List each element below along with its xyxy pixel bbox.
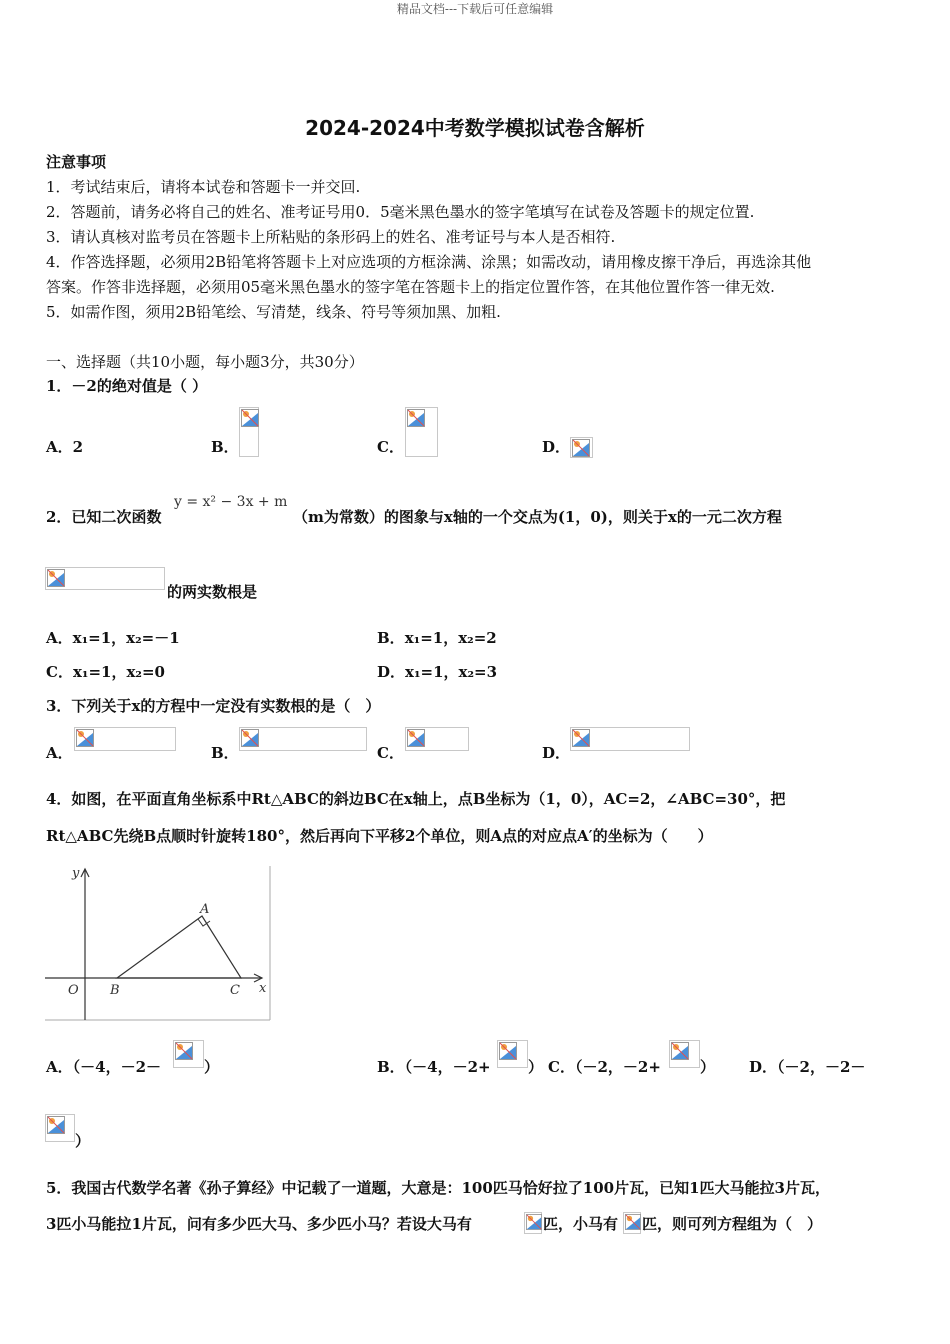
broken-image [74, 727, 176, 751]
page-title: 2024-2024中考数学模拟试卷含解析 [305, 116, 645, 140]
label-a: A [200, 902, 210, 917]
q4-option-a: A．（－4，－2－ [46, 1058, 162, 1076]
q5-line1: 5．我国古代数学名著《孙子算经》中记载了一道题，大意是：100匹马恰好拉了100片瓦，已知1匹大马能拉3片瓦， [46, 1179, 830, 1197]
broken-image-icon [671, 1042, 689, 1060]
q5-line2-c: 匹，则可列方程组为（ ） [642, 1215, 823, 1233]
q2-stem-post: （m为常数）的图象与x轴的一个交点为(1，0)，则关于x的一元二次方程 [293, 508, 782, 526]
broken-image-icon [407, 409, 425, 427]
broken-image-icon [241, 409, 259, 427]
broken-image-icon [76, 729, 94, 747]
q3-option-b: B． [211, 744, 239, 762]
broken-image-icon [47, 569, 65, 587]
broken-image-icon [526, 1214, 542, 1230]
broken-image [405, 407, 438, 457]
broken-image-icon [241, 729, 259, 747]
label-x: x [259, 981, 267, 996]
q4-option-a-end: ） [204, 1058, 220, 1076]
broken-image [497, 1040, 528, 1068]
broken-image-icon [572, 729, 590, 747]
label-y: y [72, 866, 80, 881]
broken-image [623, 1212, 641, 1234]
broken-image-icon [407, 729, 425, 747]
q4-line1: 4．如图，在平面直角坐标系中Rt△ABC的斜边BC在x轴上，点B坐标为（1，0），AC=2，∠ABC=30°，把 [46, 790, 786, 808]
notice-item: 答案。作答非选择题，必须用05毫米黑色墨水的签字笔在答题卡上的指定位置作答，在其他位置作答一律无效. [46, 278, 775, 296]
notice-item: 1．考试结束后，请将本试卷和答题卡一并交回. [46, 178, 361, 196]
broken-image-icon [625, 1214, 641, 1230]
q2-option-d: D．x₁=1，x₂=3 [377, 663, 498, 681]
broken-image [239, 407, 259, 457]
q1-stem: 1．－2的绝对值是（ ） [46, 377, 208, 395]
label-b: B [110, 983, 120, 998]
notice-item: 3．请认真核对监考员在答题卡上所粘贴的条形码上的姓名、准考证号与本人是否相符. [46, 228, 616, 246]
broken-image [669, 1040, 700, 1068]
q4-option-b: B．（－4，－2+ [377, 1058, 491, 1076]
q5-line2-b: 匹，小马有 [543, 1215, 619, 1233]
triangle-abc [117, 916, 241, 978]
q3-option-a: A． [46, 744, 73, 762]
q2-formula: y = x² − 3x + m [174, 494, 288, 510]
q2-line2: 的两实数根是 [167, 583, 258, 601]
broken-image [570, 727, 690, 751]
q5-line2-a: 3匹小马能拉1片瓦，问有多少匹大马、多少匹小马？若设大马有 [46, 1215, 472, 1233]
notice-item: 5．如需作图，须用2B铅笔绘、写清楚，线条、符号等须加黑、加粗. [46, 303, 501, 321]
broken-image-icon [572, 439, 590, 457]
q1-option-c: C． [377, 438, 404, 456]
broken-image [173, 1040, 204, 1068]
q4-line2: Rt△ABC先绕B点顺时针旋转180°，然后再向下平移2个单位，则A点的对应点A′的坐标为（ ） [46, 827, 713, 845]
q4-option-d-end: ） [75, 1132, 91, 1150]
q2-option-a: A．x₁=1，x₂=－1 [46, 629, 180, 647]
broken-image [524, 1212, 542, 1234]
q2-option-c: C．x₁=1，x₂=0 [46, 663, 165, 681]
q3-stem: 3．下列关于x的方程中一定没有实数根的是（ ） [46, 697, 381, 715]
broken-image-icon [499, 1042, 517, 1060]
broken-image [570, 437, 593, 458]
q3-option-d: D． [542, 744, 571, 762]
q2-stem-pre: 2．已知二次函数 [46, 508, 162, 526]
q4-option-d: D．（－2，－2－ [749, 1058, 866, 1076]
notice-item: 2．答题前，请务必将自己的姓名、准考证号用0．5毫米黑色墨水的签字笔填写在试卷及答题卡的规定位置. [46, 203, 755, 221]
q4-option-c: C．（－2，－2+ [548, 1058, 661, 1076]
q1-option-d: D． [542, 438, 571, 456]
broken-image-icon [175, 1042, 193, 1060]
broken-image [405, 727, 469, 751]
q4-option-c-end: ） [700, 1058, 716, 1076]
broken-image-icon [47, 1116, 65, 1134]
broken-image [45, 1114, 75, 1142]
q1-option-a: A．2 [46, 438, 84, 456]
label-c: C [230, 983, 240, 998]
section-heading: 一、选择题（共10小题，每小题3分，共30分） [46, 353, 364, 371]
q2-option-b: B．x₁=1，x₂=2 [377, 629, 497, 647]
broken-image [45, 567, 165, 590]
q4-option-b-end: ） [528, 1058, 544, 1076]
label-o: O [68, 983, 79, 998]
broken-image [239, 727, 367, 751]
notice-heading: 注意事项 [46, 153, 107, 171]
q3-option-c: C． [377, 744, 404, 762]
coordinate-figure [44, 865, 272, 1022]
q1-option-b: B． [211, 438, 239, 456]
page-header: 精品文档---下载后可任意编辑 [396, 2, 554, 16]
notice-item: 4．作答选择题，必须用2B铅笔将答题卡上对应选项的方框涂满、涂黑；如需改动，请用橡皮擦干净后，再选涂其他 [46, 253, 812, 271]
